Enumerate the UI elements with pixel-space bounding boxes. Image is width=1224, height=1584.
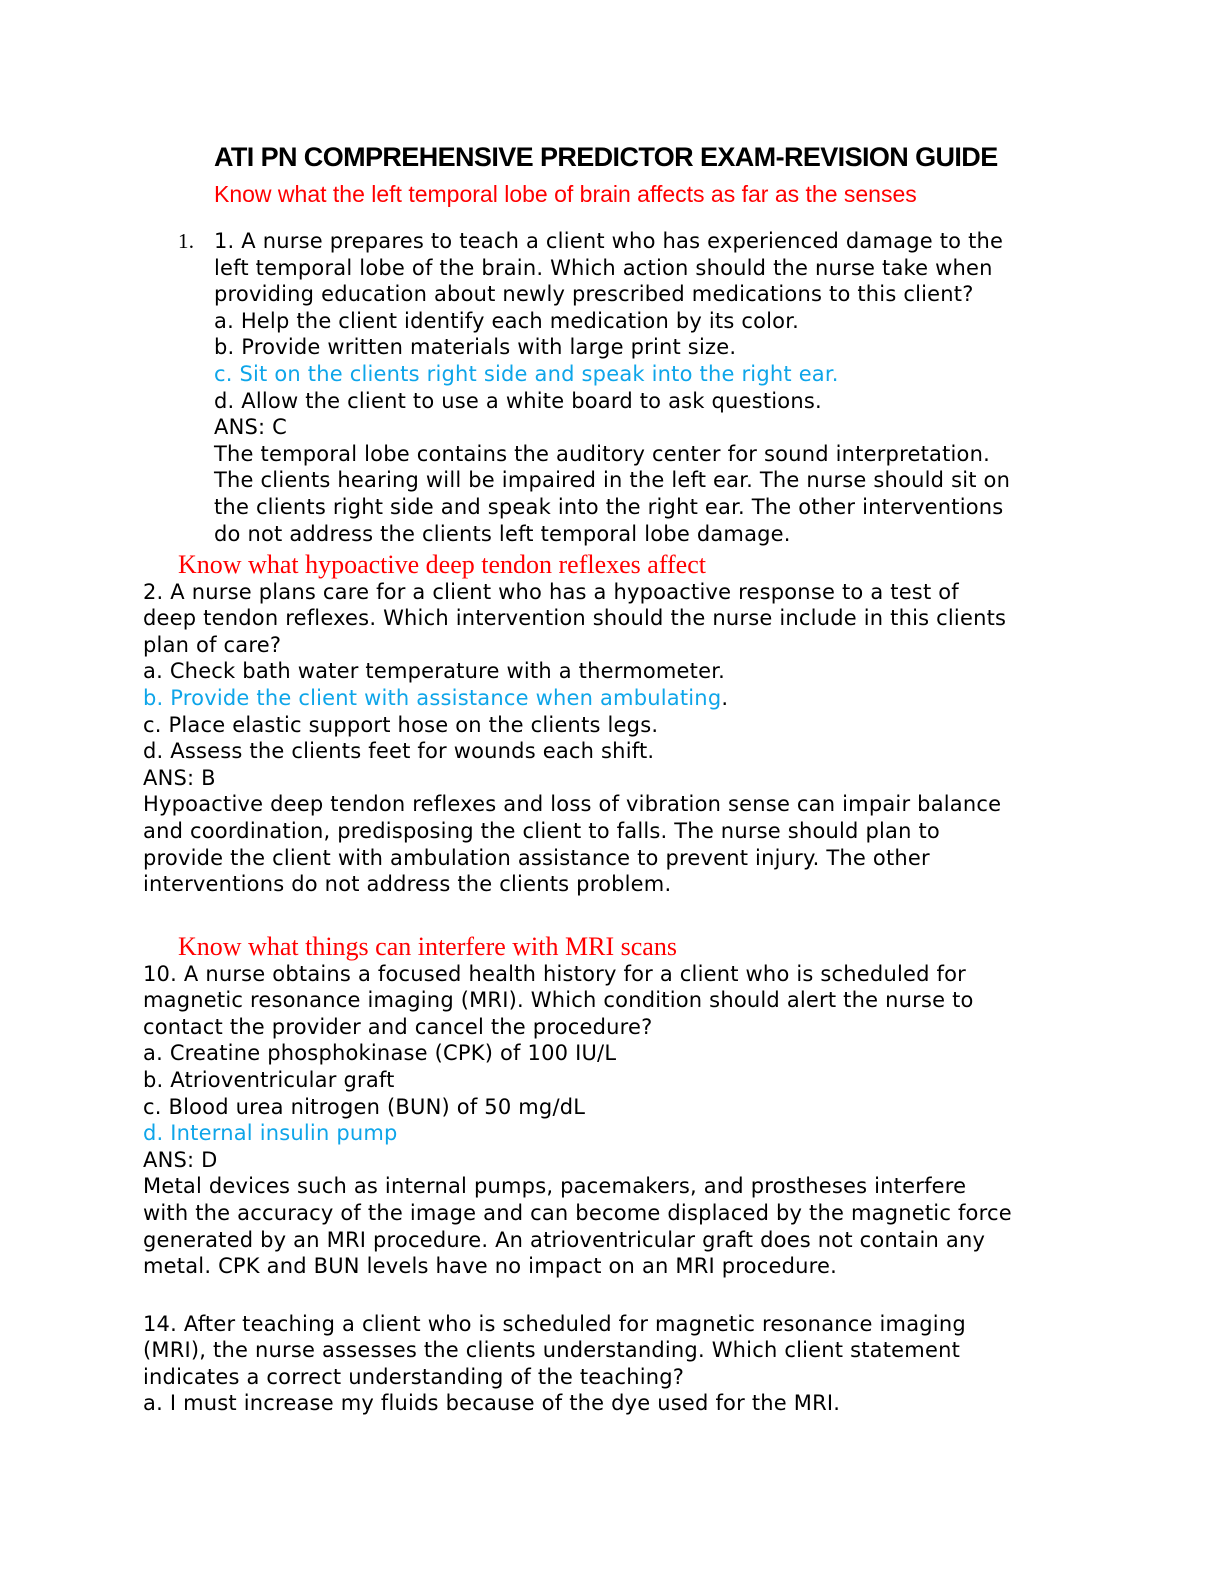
question-stem-line: 14. After teaching a client who is scheduled for magnetic resonance imaging	[143, 1311, 966, 1336]
rationale-line: Hypoactive deep tendon reflexes and loss of vibration sense can impair balance	[143, 792, 1002, 817]
answer-option-a: a. Help the client identify each medication by its color.	[214, 308, 800, 333]
answer-option-c: c. Place elastic support hose on the clients legs.	[143, 712, 659, 737]
answer-key: ANS: B	[143, 765, 216, 790]
answer-option-b: b. Atrioventricular graft	[143, 1067, 395, 1092]
answer-option-b-correct	[143, 685, 728, 712]
answer-option-b-period: .	[721, 685, 729, 710]
rationale-line: do not address the clients left temporal lobe damage.	[214, 521, 791, 546]
answer-option-c-correct: c. Sit on the clients right side and speak into the right ear.	[214, 362, 839, 386]
question-stem-line: 2. A nurse plans care for a client who has a hypoactive response to a test of	[143, 579, 959, 604]
answer-option-b: b. Provide written materials with large print size.	[214, 335, 737, 360]
rationale-line: provide the client with ambulation assistance to prevent injury. The other	[143, 845, 930, 870]
answer-option-d-correct: d. Internal insulin pump	[143, 1121, 398, 1146]
rationale-line: the clients right side and speak into the right ear. The other interventions	[214, 495, 1004, 519]
answer-option-b-text: b. Provide the client with assistance when ambulating	[143, 685, 722, 710]
answer-option-a: a. Creatine phosphokinase (CPK) of 100 IU/L	[143, 1041, 617, 1066]
section-heading: Know what things can interfere with MRI scans	[178, 932, 677, 961]
question-stem-line: deep tendon reflexes. Which intervention should the nurse include in this clients	[143, 606, 1007, 631]
question-stem-line: magnetic resonance imaging (MRI). Which condition should alert the nurse to	[143, 988, 974, 1013]
rationale-line: metal. CPK and BUN levels have no impact on an MRI procedure.	[143, 1254, 838, 1279]
answer-option-a: a. I must increase my fluids because of the dye used for the MRI.	[143, 1391, 841, 1416]
rationale-line: generated by an MRI procedure. An atrioventricular graft does not contain any	[143, 1227, 986, 1252]
question-stem-line: (MRI), the nurse assesses the clients understanding. Which client statement	[143, 1338, 961, 1363]
question-stem-line: plan of care?	[143, 632, 282, 657]
answer-option-d: d. Assess the clients feet for wounds each shift.	[143, 739, 655, 764]
rationale-line: The temporal lobe contains the auditory center for sound interpretation.	[214, 441, 990, 466]
answer-option-a: a. Check bath water temperature with a thermometer.	[143, 659, 726, 684]
section-heading: Know what hypoactive deep tendon reflexes affect	[178, 550, 706, 579]
document-title: ATI PN COMPREHENSIVE PREDICTOR EXAM-REVISION GUIDE	[214, 142, 998, 172]
list-number: 1.	[178, 229, 195, 253]
question-stem-line: contact the provider and cancel the procedure?	[143, 1014, 653, 1039]
answer-key: ANS: C	[214, 415, 288, 440]
question-stem-line: 1. A nurse prepares to teach a client who has experienced damage to the	[214, 229, 1004, 253]
question-stem-line: 10. A nurse obtains a focused health history for a client who is scheduled for	[143, 961, 967, 986]
answer-key: ANS: D	[143, 1147, 218, 1172]
answer-option-c: c. Blood urea nitrogen (BUN) of 50 mg/dL	[143, 1094, 586, 1119]
document-subtitle: Know what the left temporal lobe of brain affects as far as the senses	[214, 181, 917, 207]
question-stem-line: indicates a correct understanding of the teaching?	[143, 1364, 685, 1389]
rationale-line: interventions do not address the clients problem.	[143, 872, 672, 897]
rationale-line: Metal devices such as internal pumps, pacemakers, and prostheses interfere	[143, 1174, 967, 1199]
rationale-line: and coordination, predisposing the client to falls. The nurse should plan to	[143, 818, 940, 843]
answer-option-d: d. Allow the client to use a white board to ask questions.	[214, 388, 822, 413]
rationale-line: with the accuracy of the image and can become displaced by the magnetic force	[143, 1200, 1012, 1225]
question-stem-line: providing education about newly prescribed medications to this client?	[214, 282, 974, 307]
question-stem-line: left temporal lobe of the brain. Which action should the nurse take when	[214, 255, 993, 280]
rationale-line: The clients hearing will be impaired in the left ear. The nurse should sit on	[214, 468, 1011, 493]
